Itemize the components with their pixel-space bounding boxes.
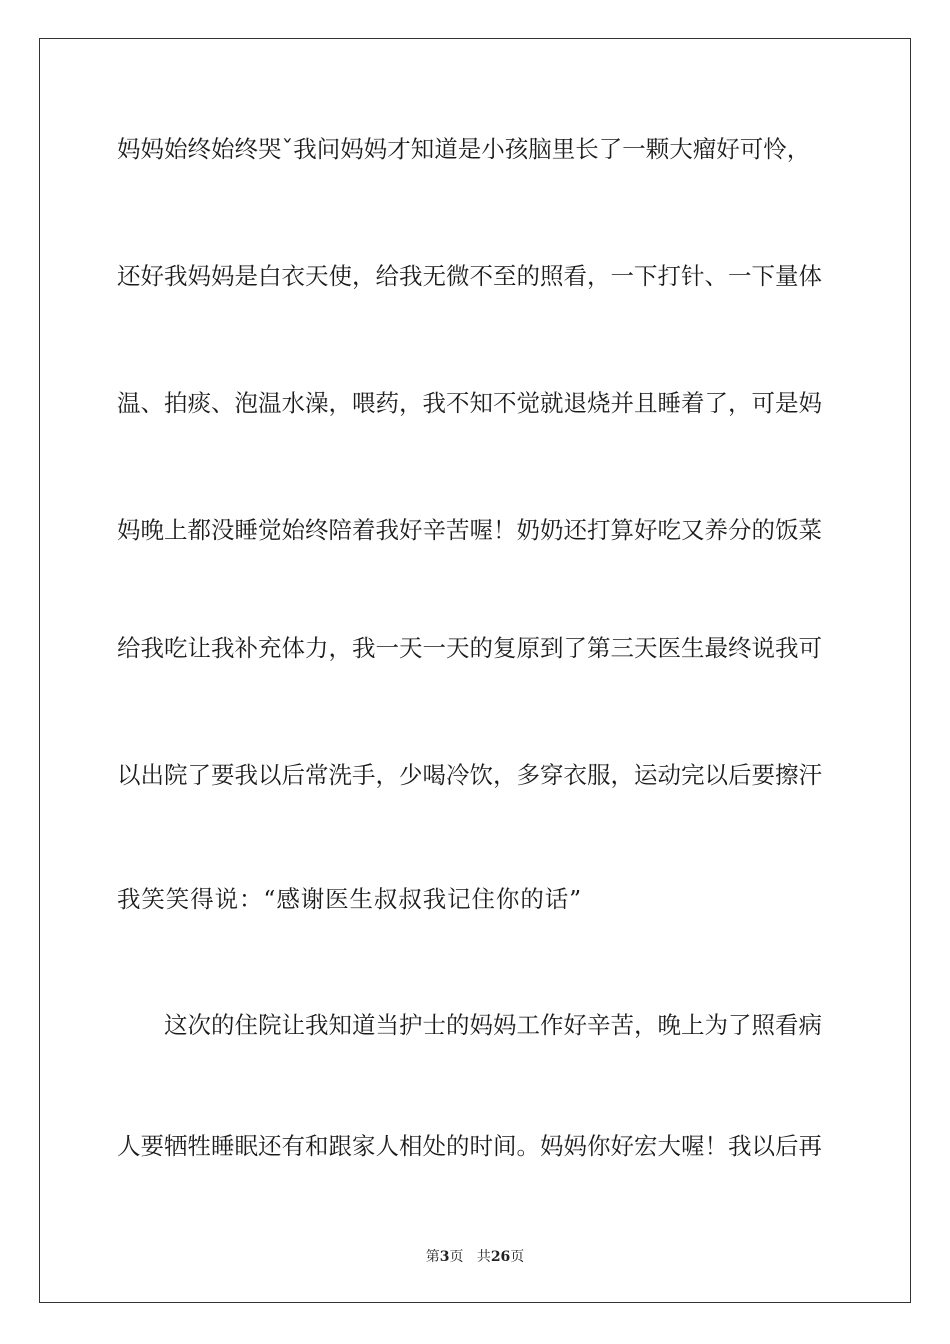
text-line: 以出院了要我以后常洗手，少喝冷饮，多穿衣服，运动完以后要擦汗	[117, 761, 822, 789]
text-line: 人要牺牲睡眠还有和跟家人相处的时间。妈妈你好宏大喔！我以后再	[117, 1132, 822, 1160]
text-line: 妈晚上都没睡觉始终陪着我好辛苦喔！奶奶还打算好吃又养分的饭菜	[117, 516, 822, 544]
page-frame	[39, 38, 911, 1303]
page-suffix: 页	[449, 1249, 464, 1265]
text-line: 温、拍痰、泡温水澡，喂药，我不知不觉就退烧并且睡着了，可是妈	[117, 389, 822, 417]
page-footer	[0, 1247, 950, 1267]
page-number: 3	[439, 1249, 450, 1265]
total-prefix: 共	[476, 1249, 491, 1265]
text-line-indented: 这次的住院让我知道当护士的妈妈工作好辛苦，晚上为了照看病	[164, 1011, 822, 1039]
total-suffix: 页	[510, 1249, 525, 1265]
text-line: 给我吃让我补充体力，我一天一天的复原到了第三天医生最终说我可	[117, 634, 822, 662]
text-line: 还好我妈妈是白衣天使，给我无微不至的照看，一下打针、一下量体	[117, 262, 822, 290]
total-pages: 26	[490, 1249, 511, 1265]
page-prefix: 第	[425, 1249, 440, 1265]
text-line: 妈妈始终始终哭ˇ我问妈妈才知道是小孩脑里长了一颗大瘤好可怜，	[117, 135, 811, 163]
text-line: 我笑笑得说：“感谢医生叔叔我记住你的话”	[117, 885, 583, 913]
